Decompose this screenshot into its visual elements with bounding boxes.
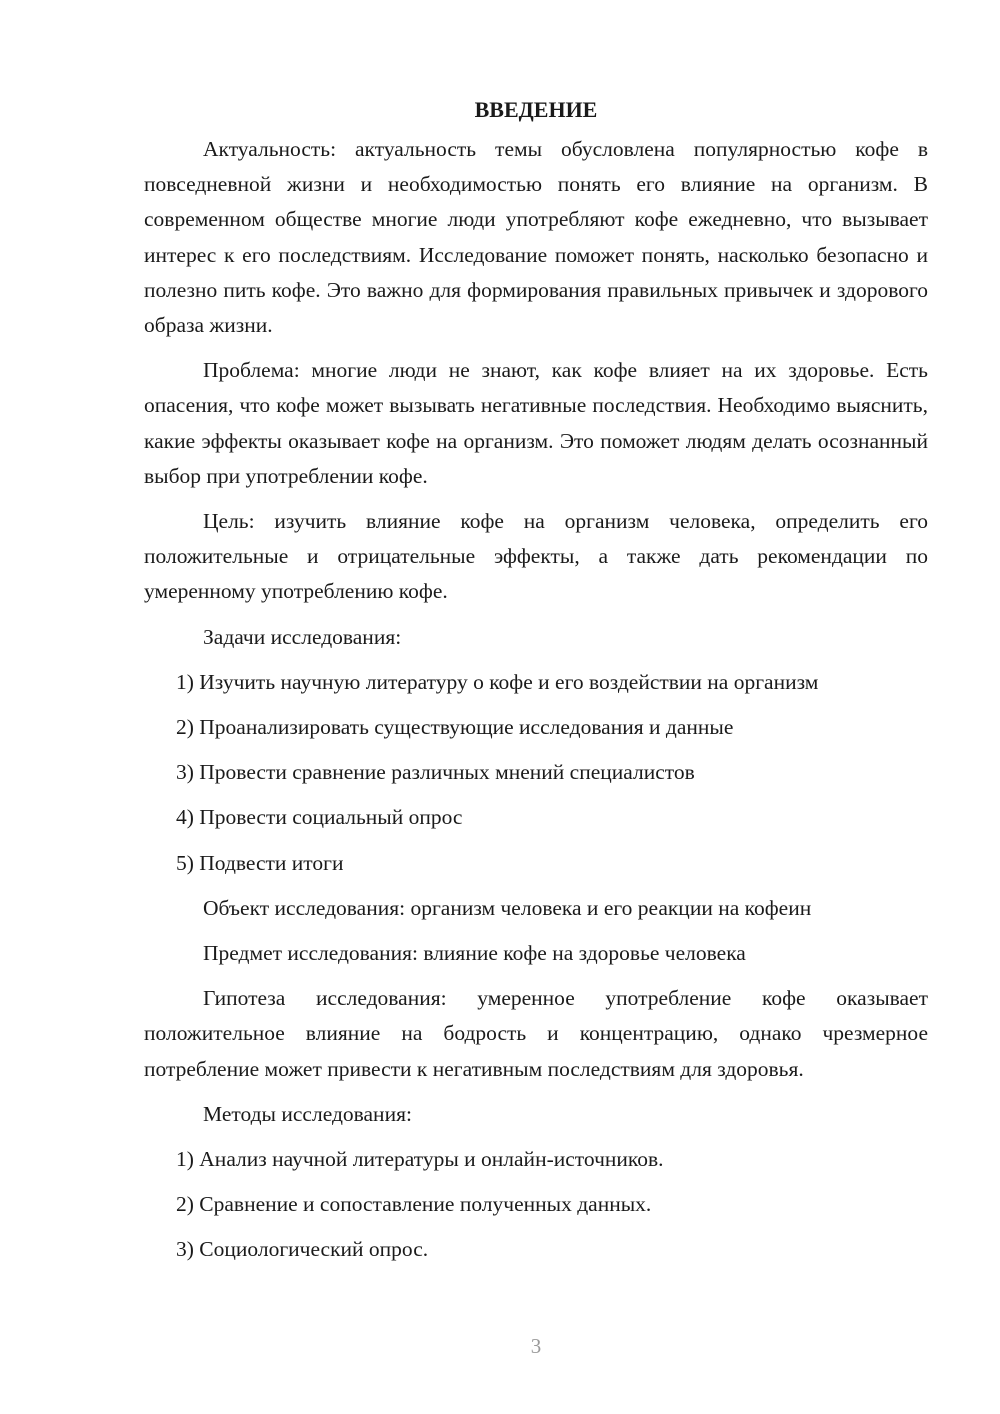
document-page [144, 92, 928, 1278]
object-line: Объект исследования: организм человека и его реакции на кофеин [203, 895, 812, 920]
list-item: 3) Социологический опрос. [176, 1237, 429, 1262]
list-item: 2) Проанализировать существующие исследования и данные [176, 715, 734, 740]
hypothesis-paragraph: Гипотеза исследования: умеренное употребление кофе оказывает положительное влияние на бодрость и концентрацию, однако чрезмерное потребление может привести к негативным последствиям для здоровья. [144, 986, 928, 1081]
list-item: 1) Изучить научную литературу о кофе и его воздействии на организм [176, 669, 819, 694]
list-item: 1) Анализ научной литературы и онлайн-источников. [176, 1147, 664, 1172]
methods-heading: Методы исследования: [203, 1101, 412, 1126]
subject-line: Предмет исследования: влияние кофе на здоровье человека [203, 941, 746, 966]
section-title: ВВЕДЕНИЕ [474, 97, 598, 122]
methods-list [144, 1142, 928, 1268]
list-item: 3) Провести сравнение различных мнений специалистов [176, 760, 695, 785]
list-item: 5) Подвести итоги [176, 850, 344, 875]
list-item: 2) Сравнение и сопоставление полученных данных. [176, 1192, 652, 1217]
page-number: 3 [530, 1334, 542, 1358]
list-item: 4) Провести социальный опрос [176, 805, 463, 830]
problem-paragraph: Проблема: многие люди не знают, как кофе влияет на их здоровье. Есть опасения, что кофе может вызывать негативные последствия. Необходимо выяснить, какие эффекты оказывает кофе на организм. Это поможет людям делать осознанный выбор при употреблении кофе. [144, 358, 928, 488]
goal-paragraph: Цель: изучить влияние кофе на организм человека, определить его положительные и отрицательные эффекты, а также дать рекомендации по умеренному употреблению кофе. [144, 509, 928, 604]
tasks-list [144, 665, 928, 881]
relevance-paragraph: Актуальность: актуальность темы обусловлена популярностью кофе в повседневной жизни и необходимостью понять его влияние на организм. В современном обществе многие люди употребляют кофе ежедневно, что вызывает интерес к его последствиям. Исследование поможет понять, насколько безопасно и полезно пить кофе. Это важно для формирования правильных привычек и здорового образа жизни. [144, 137, 928, 338]
tasks-heading: Задачи исследования: [203, 624, 402, 649]
